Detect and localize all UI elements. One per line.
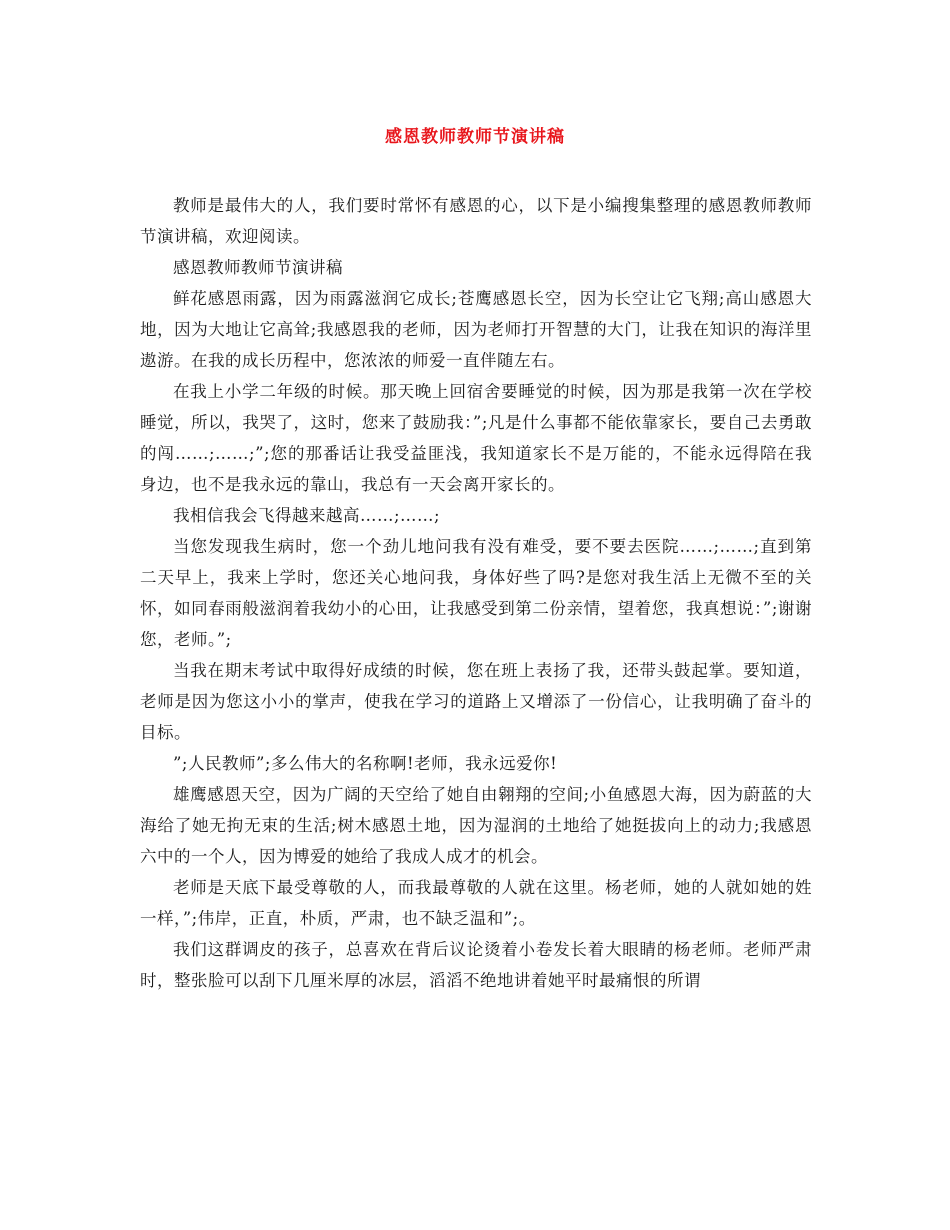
- document-title: 感恩教师教师节演讲稿: [385, 127, 565, 147]
- paragraph: ”;人民教师”;多么伟大的名称啊!老师，我永远爱你!: [173, 754, 558, 773]
- paragraph: 感恩教师教师节演讲稿: [173, 258, 343, 277]
- paragraph: 老师是天底下最受尊敬的人，而我最尊敬的人就在这里。杨老师，她的人就如她的姓一样，”;伟岸，正直，朴质，严肃，也不缺乏温和”;。: [140, 878, 812, 928]
- paragraph: 在我上小学二年级的时候。那天晚上回宿舍要睡觉的时候，因为那是我第一次在学校睡觉，所以，我哭了，这时，您来了鼓励我：”;凡是什么事都不能依靠家长，要自己去勇敢的闯……;……;”;您的那番话让我受益匪浅，我知道家长不是万能的，不能永远得陪在我身边，也不是我永远的靠山，我总有一天会离开家长的。: [140, 382, 812, 494]
- paragraph: 鲜花感恩雨露，因为雨露滋润它成长;苍鹰感恩长空，因为长空让它飞翔;高山感恩大地，因为大地让它高耸;我感恩我的老师，因为老师打开智慧的大门，让我在知识的海洋里遨游。在我的成长历程中，您浓浓的师爱一直伴随左右。: [140, 289, 812, 370]
- paragraph: 我们这群调皮的孩子，总喜欢在背后议论烫着小卷发长着大眼睛的杨老师。老师严肃时，整张脸可以刮下几厘米厚的冰层，滔滔不绝地讲着她平时最痛恨的所谓: [140, 940, 812, 990]
- paragraph: 当我在期末考试中取得好成绩的时候，您在班上表扬了我，还带头鼓起掌。要知道，老师是因为您这小小的掌声，使我在学习的道路上又增添了一份信心，让我明确了奋斗的目标。: [140, 661, 812, 742]
- paragraph: 我相信我会飞得越来越高……;……;: [173, 506, 441, 525]
- document-body: [140, 190, 812, 996]
- paragraph: 当您发现我生病时，您一个劲儿地问我有没有难受，要不要去医院……;……;直到第二天早上，我来上学时，您还关心地问我，身体好些了吗?是您对我生活上无微不至的关怀，如同春雨般滋润着我幼小的心田，让我感受到第二份亲情，望着您，我真想说：”;谢谢您，老师。”;: [140, 537, 812, 649]
- paragraph: 雄鹰感恩天空，因为广阔的天空给了她自由翱翔的空间;小鱼感恩大海，因为蔚蓝的大海给了她无拘无束的生活;树木感恩土地，因为湿润的土地给了她挺拔向上的动力;我感恩六中的一个人，因为博爱的她给了我成人成才的机会。: [140, 785, 812, 866]
- paragraph: 教师是最伟大的人，我们要时常怀有感恩的心，以下是小编搜集整理的感恩教师教师节演讲稿，欢迎阅读。: [140, 196, 812, 246]
